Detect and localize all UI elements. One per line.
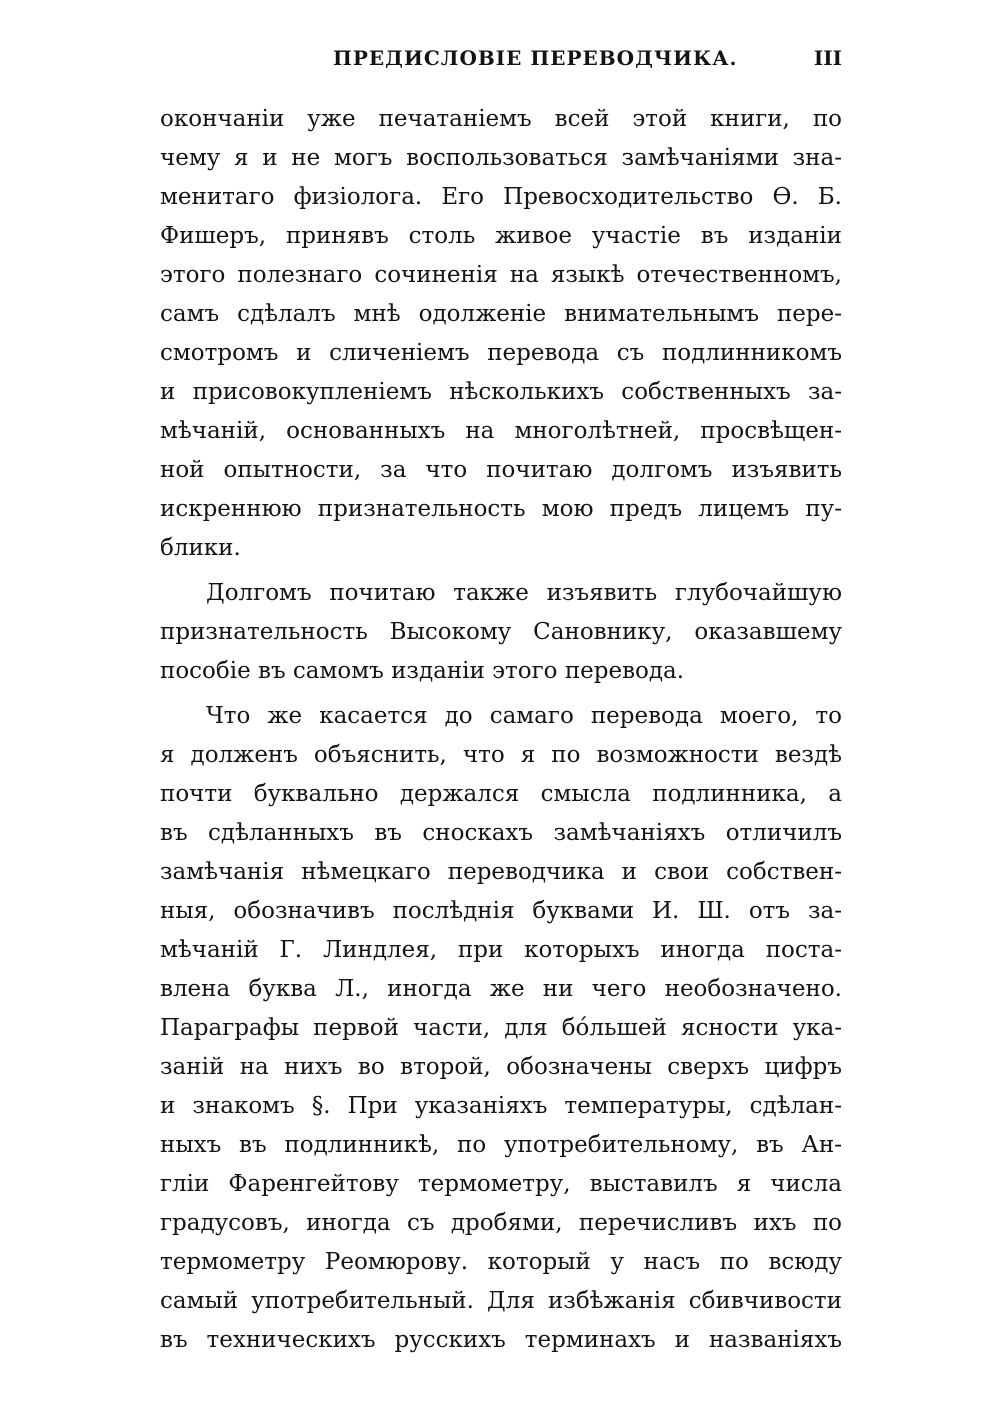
text-line: термометру Реомюрову. который у насъ по всюду <box>160 1249 842 1275</box>
running-head <box>160 40 842 80</box>
text-line: искреннюю признательность мою предъ лицемъ пу- <box>160 496 842 522</box>
text-line: Что же касается до самаго перевода моего, то <box>206 703 842 729</box>
text-line: градусовъ, иногда съ дробями, перечисливъ ихъ по <box>160 1210 842 1236</box>
text-line: блики. <box>160 535 241 561</box>
paragraph-1 <box>160 100 842 568</box>
text-line: Фишеръ, принявъ столь живое участіе въ изданіи <box>160 223 842 249</box>
text-line: Параграфы первой части, для бóльшей ясности ука- <box>160 1015 842 1041</box>
text-line: признательность Высокому Сановнику, оказавшему <box>160 619 842 645</box>
text-line: самый употребительный. Для избѣжанія сбивчивости <box>160 1288 842 1314</box>
text-line: пособіе въ самомъ изданіи этого перевода. <box>160 658 685 684</box>
text-line: и присовокупленіемъ нѣсколькихъ собственныхъ за- <box>160 379 842 405</box>
text-line: гліи Фаренгейтову термометру, выставилъ я числа <box>160 1171 842 1197</box>
text-line: ныя, обозначивъ послѣднія буквами И. Ш. отъ за- <box>160 898 842 924</box>
text-line: смотромъ и сличеніемъ перевода съ подлинникомъ <box>160 340 842 366</box>
text-line: мѣчаній, основанныхъ на многолѣтней, просвѣщен- <box>160 418 842 444</box>
text-line: ныхъ въ подлинникѣ, по употребительному, въ Ан- <box>160 1132 842 1158</box>
text-line: замѣчанія нѣмецкаго переводчика и свои собствен- <box>160 859 842 885</box>
text-line: въ техническихъ русскихъ терминахъ и названіяхъ <box>160 1327 842 1353</box>
text-line: почти буквально держался смысла подлинника, а <box>160 781 842 807</box>
text-line: заній на нихъ во второй, обозначены сверхъ цифръ <box>160 1054 842 1080</box>
text-line: влена буква Л., иногда же ни чего необозначено. <box>160 976 842 1002</box>
text-line: въ сдѣланныхъ въ сноскахъ замѣчаніяхъ отличилъ <box>160 820 842 846</box>
text-line: самъ сдѣлалъ мнѣ одолженіе внимательнымъ пере- <box>160 301 842 327</box>
text-line: и знакомъ §. При указаніяхъ температуры, сдѣлан- <box>160 1093 842 1119</box>
text-line: менитаго физіолога. Его Превосходительство Ѳ. Б. <box>160 184 842 210</box>
paragraph-3 <box>160 697 842 1360</box>
text-line: Долгомъ почитаю также изъявить глубочайшую <box>206 580 842 606</box>
body-text <box>160 100 842 1360</box>
paragraph-2 <box>160 574 842 691</box>
page-number: III <box>813 46 842 70</box>
text-line: ной опытности, за что почитаю долгомъ изъявить <box>160 457 842 483</box>
text-line: мѣчаній Г. Линдлея, при которыхъ иногда поста- <box>160 937 842 963</box>
running-title: ПРЕДИСЛОВІЕ ПЕРЕВОДЧИКА. <box>333 46 738 70</box>
text-line: окончаніи уже печатаніемъ всей этой книги, по <box>160 106 842 132</box>
text-line: я долженъ объяснить, что я по возможности вездѣ <box>160 742 842 768</box>
text-line: этого полезнаго сочиненія на языкѣ отечественномъ, <box>160 262 842 288</box>
text-line: чему я и не могъ воспользоваться замѣчаніями зна- <box>160 145 842 171</box>
